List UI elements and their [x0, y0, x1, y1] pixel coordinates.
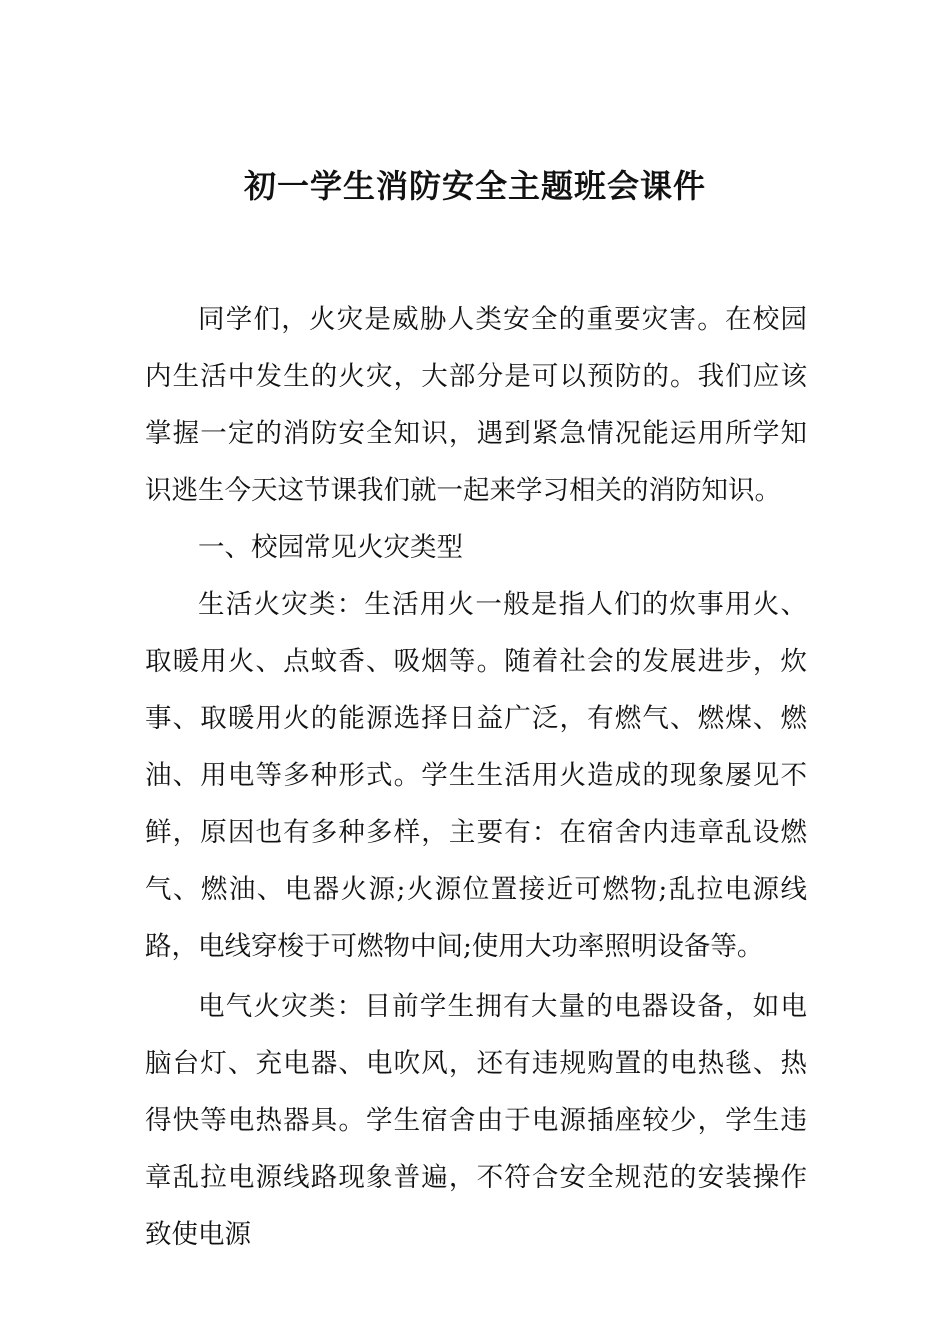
intro-paragraph: 同学们，火灾是威胁人类安全的重要灾害。在校园内生活中发生的火灾，大部分是可以预防的。我们应该掌握一定的消防安全知识，遇到紧急情况能运用所学知识逃生今天这节课我们就一起来学习相关的消防知识。 [145, 304, 807, 506]
paragraph-electrical-fires: 电气火灾类：目前学生拥有大量的电器设备，如电脑台灯、充电器、电吹风，还有违规购置的电热毯、热得快等电热器具。学生宿舍由于电源插座较少，学生违章乱拉电源线路现象普遍，不符合安全规范的安装操作致使电源 [145, 991, 807, 1250]
document-title: 初一学生消防安全主题班会课件 [243, 167, 706, 205]
document-body [145, 291, 807, 1263]
section-heading-fire-types: 一、校园常见火灾类型 [198, 532, 463, 563]
paragraph-living-fires: 生活火灾类：生活用火一般是指人们的炊事用火、取暖用火、点蚊香、吸烟等。随着社会的发展进步，炊事、取暖用火的能源选择日益广泛，有燃气、燃煤、燃油、用电等多种形式。学生生活用火造成的现象屡见不鲜，原因也有多种多样，主要有：在宿舍内违章乱设燃气、燃油、电器火源;火源位置接近可燃物;乱拉电源线路，电线穿梭于可燃物中间;使用大功率照明设备等。 [145, 589, 807, 962]
